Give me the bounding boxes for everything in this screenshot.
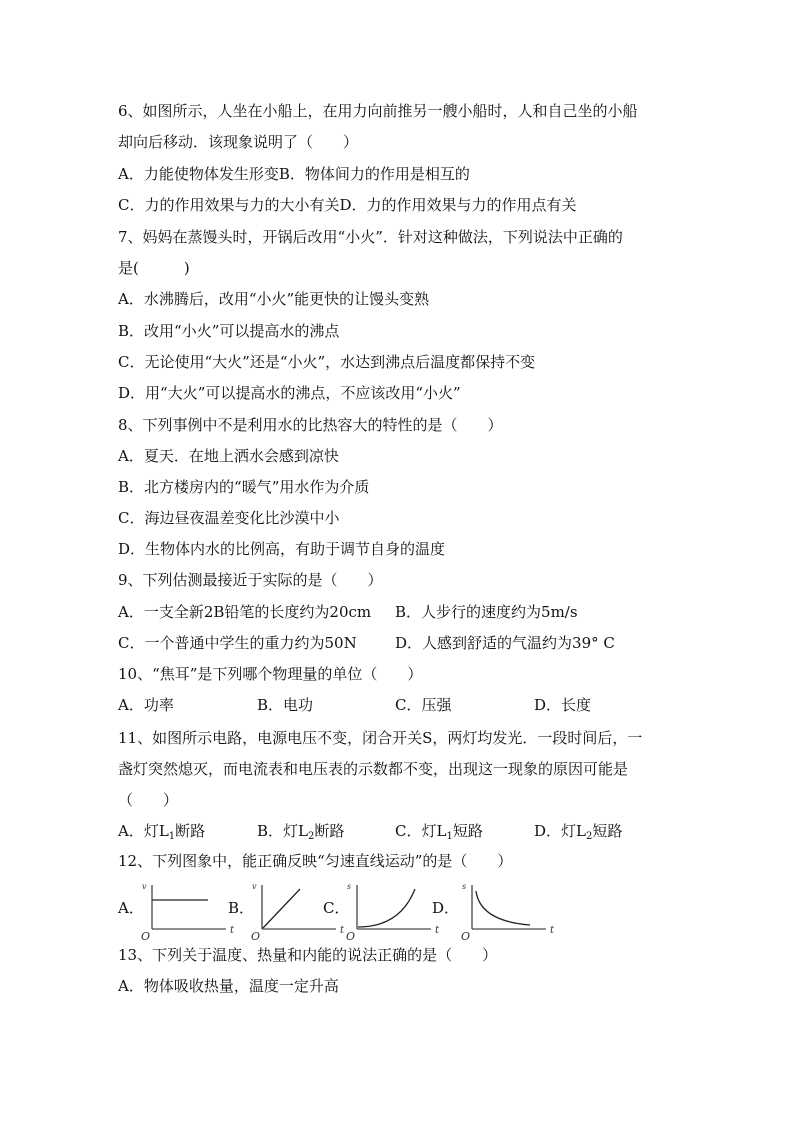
q9-stem: 9、下列估测最接近于实际的是（ ） [118, 571, 383, 589]
q11-option-b-subscript: 2 [307, 831, 315, 842]
q8-option-b: B．北方楼房内的“暖气”用水作为介质 [118, 478, 370, 496]
q11-stem-line3: （ ） [118, 791, 179, 809]
q7-stem-line1: 7、妈妈在蒸馒头时，开锅后改用“小火”．针对这种做法，下列说法中正确的 [118, 228, 623, 246]
q9-option-a: A．一支全新2B铅笔的长度约为20cm [118, 603, 372, 621]
q11-option-c-suffix: 短路 [452, 822, 483, 840]
q9-options-ab-row [118, 601, 678, 623]
q11-options-row [118, 820, 678, 842]
y-axis-label: s [462, 882, 467, 891]
q9-options-cd-row [118, 632, 678, 654]
q8-option-a: A．夏天．在地上洒水会感到凉快 [118, 447, 339, 465]
q11-option-a-prefix: A．灯L [118, 822, 169, 840]
q12-graph-a [141, 882, 235, 943]
q7-stem-line2: 是( ) [118, 259, 190, 277]
q12-option-label-d: D． [432, 899, 460, 917]
q7-option-c: C．无论使用“大火”还是“小火”，水达到沸点后温度都保持不变 [118, 353, 536, 371]
q11-option-b-prefix: B．灯L [257, 822, 308, 840]
q6-options-cd: C．力的作用效果与力的大小有关D．力的作用效果与力的作用点有关 [118, 196, 577, 214]
q9-option-d: D．人感到舒适的气温约为39° C [395, 634, 615, 652]
q6-options-ab: A．力能使物体发生形变B．物体间力的作用是相互的 [118, 165, 470, 183]
q10-stem: 10、“焦耳”是下列哪个物理量的单位（ ） [118, 665, 423, 683]
x-axis-label: t [230, 925, 235, 936]
q10-option-c: C．压强 [395, 696, 452, 714]
q12-graph-d [461, 882, 555, 943]
q11-option-d-subscript: 2 [586, 831, 593, 842]
q11-option-a-suffix: 断路 [175, 822, 206, 840]
q11-option-d-suffix: 短路 [592, 822, 623, 840]
q11-option-a [118, 820, 205, 848]
y-axis-label: s [347, 882, 352, 891]
q7-option-a: A．水沸腾后，改用“小火”能更快的让馒头变熟 [118, 290, 430, 308]
origin-label: O [461, 930, 471, 943]
y-axis-label: v [142, 882, 147, 891]
q10-option-b: B．电功 [257, 696, 314, 714]
q11-option-d [534, 820, 622, 848]
q7-option-b: B．改用“小火”可以提高水的沸点 [118, 322, 340, 340]
q7-option-d: D．用“大火”可以提高水的沸点，不应该改用“小火” [118, 384, 461, 402]
y-axis-label: v [252, 882, 257, 891]
origin-label: O [251, 930, 261, 943]
q12-graph-c [346, 882, 440, 943]
q6-stem-line1: 6、如图所示，人坐在小船上，在用力向前推另一艘小船时，人和自己坐的小船 [118, 102, 638, 120]
q12-option-label-a: A． [118, 899, 144, 917]
q10-option-d: D．长度 [534, 696, 592, 714]
q13-stem: 13、下列关于温度、热量和内能的说法正确的是（ ） [118, 946, 498, 964]
q11-option-c [395, 820, 483, 848]
q11-option-b [257, 820, 344, 848]
q11-option-c-subscript: 1 [446, 831, 453, 842]
q9-option-b: B．人步行的速度约为5m/s [395, 603, 578, 621]
q11-option-b-suffix: 断路 [314, 822, 345, 840]
q12-stem: 12、下列图象中，能正确反映“匀速直线运动”的是（ ） [118, 852, 513, 870]
x-axis-label: t [435, 925, 440, 936]
q11-option-d-prefix: D．灯L [534, 822, 586, 840]
x-axis-label: t [550, 925, 555, 936]
q11-stem-line1: 11、如图所示电路，电源电压不变，闭合开关S，两灯均发光．一段时间后，一 [118, 729, 643, 747]
q11-option-c-prefix: C．灯L [395, 822, 447, 840]
q10-options-row [118, 694, 678, 716]
q8-option-c: C．海边昼夜温差变化比沙漠中小 [118, 509, 340, 527]
q6-stem-line2: 却向后移动．该现象说明了（ ） [118, 133, 359, 151]
q9-option-c: C．一个普通中学生的重力约为50N [118, 634, 357, 652]
q11-option-a-subscript: 1 [168, 831, 176, 842]
q10-option-a: A．功率 [118, 696, 174, 714]
graph-curve [476, 891, 530, 925]
graph-curve [358, 889, 415, 927]
q8-option-d: D．生物体内水的比例高，有助于调节自身的温度 [118, 540, 446, 558]
q8-stem: 8、下列事例中不是利用水的比热容大的特性的是（ ） [118, 416, 503, 434]
origin-label: O [346, 930, 356, 943]
q13-option-a: A．物体吸收热量，温度一定升高 [118, 977, 339, 995]
q12-option-label-b: B． [228, 899, 255, 917]
q11-stem-line2: 盏灯突然熄灭，而电流表和电压表的示数都不变，出现这一现象的原因可能是 [118, 760, 629, 778]
x-axis-label: t [340, 925, 345, 936]
graph-curve [263, 889, 300, 928]
origin-label: O [141, 930, 151, 943]
q12-option-label-c: C． [323, 899, 350, 917]
